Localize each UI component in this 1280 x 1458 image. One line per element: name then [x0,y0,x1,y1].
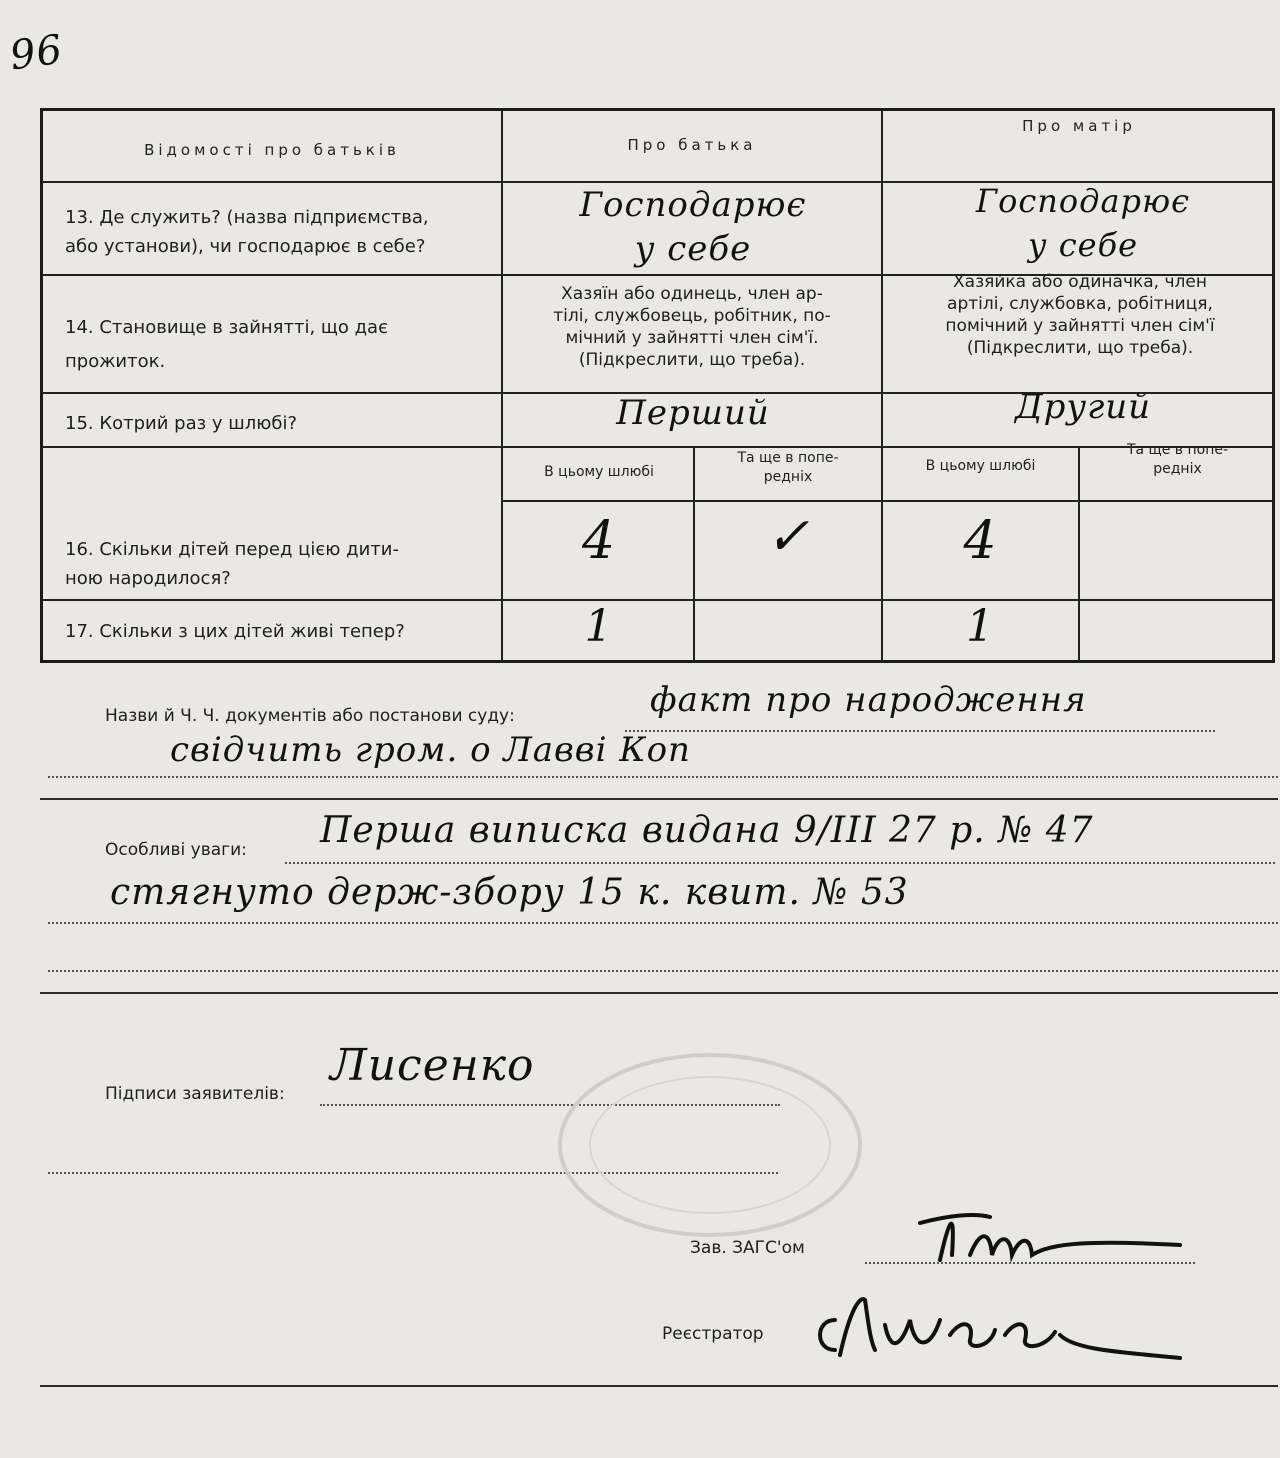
documents-value-1: факт про народження [650,680,1087,720]
father-children-alive-this: 1 [584,601,614,652]
question-14-line1: 14. Становище в зайнятті, що дає [65,317,388,338]
mother-marriage-count: Другий [1014,387,1152,427]
mother-workplace [893,179,1273,267]
header-father: Про батька [627,136,757,154]
question-15: 15. Котрий раз у шлюбі? [65,413,298,434]
father-children-this-marriage: 4 [581,511,617,571]
applicants-signature-label: Підписи заявителів: [105,1084,285,1104]
header-mother: Про матір [1022,117,1136,135]
documents-line-2 [48,776,1278,778]
father-children-previous: ✓ [765,507,811,567]
father-options-line1: Хазяїн або одинець, член ар- [561,284,823,304]
father-marriage-count: Перший [616,393,770,433]
section-divider-2 [40,992,1278,994]
mother-children-this-marriage: 4 [963,511,998,571]
mother-options-line2: артілі, службовка, робітниця, [947,294,1213,314]
parents-info-table [40,108,1275,663]
father-options-line4: (Підкреслити, що треба). [578,350,806,370]
registry-head-label: Зав. ЗАГС'ом [690,1238,805,1258]
registrar-label: Реєстратор [662,1324,764,1344]
mother-workplace-line2: у себе [1027,226,1139,264]
mother-workplace-line1: Господарює [975,182,1191,220]
documents-value-2: свідчить гром. о Лавві Коп [170,730,691,770]
father-workplace-line2: у себе [634,229,752,269]
faded-stamp [545,1045,875,1245]
mother-options-line3: помічний у зайнятті член сім'ї [945,316,1215,336]
remarks-label: Особливі уваги: [105,840,247,860]
father-workplace [513,183,873,271]
remarks-line-2 [48,922,1278,924]
father-previous-header-line1: Та ще в попе- [737,450,839,466]
documents-label: Назви й Ч. Ч. документів або постанови суду: [105,706,515,726]
father-previous-header [695,449,881,487]
registry-head-signature [880,1205,1200,1275]
question-13-line1: 13. Де служить? (назва підприємства, [65,207,429,228]
header-parents-info: Відомості про батьків [144,141,400,159]
mother-options-line1: Хазяйка або одиначка, член [953,272,1207,292]
father-options-line3: мічний у зайнятті член сім'ї. [565,328,819,348]
registrar-signature [790,1280,1190,1370]
col-divider-2 [881,111,883,663]
question-16 [43,535,501,593]
mother-occupation-options [885,271,1275,359]
father-previous-header-line2: редніх [763,469,813,485]
remarks-line-1 [285,862,1275,864]
question-14 [43,311,501,379]
mother-previous-header [1080,441,1275,479]
remarks-line-3 [48,970,1278,972]
mother-previous-header-line1: Та ще в попе- [1126,442,1229,458]
father-workplace-line1: Господарює [579,185,807,225]
question-17: 17. Скільки з цих дітей живі тепер? [65,621,405,642]
question-16-line1: 16. Скільки дітей перед цією дити- [65,539,399,560]
col-divider-1 [501,111,503,663]
father-options-line2: тілі, службовець, робітник, по- [553,306,831,326]
question-16-line2: ною народилося? [65,568,231,589]
question-14-line2: прожиток. [65,351,166,372]
mother-this-marriage-header: В цьому шлюбі [925,458,1036,474]
documents-line-1 [625,730,1215,732]
applicants-signature: Лисенко [330,1040,535,1091]
remarks-value-1: Перша виписка видана 9/III 27 р. № 47 [320,810,1094,851]
row-divider-subheader [503,500,1272,502]
father-this-marriage-header: В цьому шлюбі [544,464,654,480]
mother-children-alive-this: 1 [966,601,995,652]
section-divider-1 [40,798,1278,800]
bottom-divider [40,1385,1278,1387]
father-occupation-options [505,283,879,371]
mother-previous-header-line2: редніх [1153,461,1202,477]
mother-options-line4: (Підкреслити, що треба). [966,338,1194,358]
question-13-line2: або установи), чи господарює в себе? [65,236,426,257]
question-13 [43,203,501,261]
remarks-value-2: стягнуто держ-збору 15 к. квит. № 53 [110,872,909,913]
page-number: 96 [7,26,66,80]
